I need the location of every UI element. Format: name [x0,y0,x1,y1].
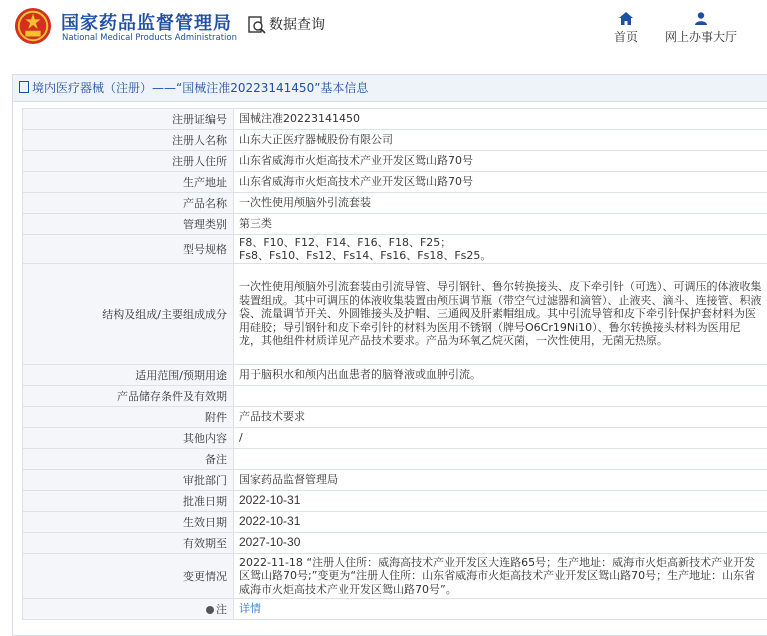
note-value-cell [234,599,767,620]
field-value: 产品技术要求 [234,407,767,428]
field-value: 2027-10-30 [234,533,767,554]
field-value: 2022-11-18 “注册人住所：威海高技术产业开发区大连路65号；生产地址：威海市火炬高新技术产业开发区鸳山路70号;”变更为“注册人住所：山东省威海市火炬高技术产业开发区鸳山路70号；生产地址：山东省威海市火炬高技术产业开发区鸳山路70号”。 [234,554,767,599]
field-label: 注册证编号 [23,109,234,130]
field-value: 国家药品监督管理局 [234,470,767,491]
user-icon [694,12,708,25]
field-value [234,386,767,407]
table-row [23,235,767,264]
magnifier-icon [248,16,266,34]
field-value: 用于脑积水和颅内出血患者的脑脊液或血肿引流。 [234,365,767,386]
table-row [23,428,767,449]
field-label: 生产地址 [23,172,234,193]
table-row [23,386,767,407]
site-header [0,0,767,62]
national-emblem-logo [14,7,52,45]
field-value: F8、F10、F12、F14、F16、F18、F25； Fs8、Fs10、Fs12、Fs14、Fs16、Fs18、Fs25。 [234,235,767,264]
field-label: 变更情况 [23,554,234,599]
field-value: 国械注准20223141450 [234,109,767,130]
field-label: 管理类别 [23,214,234,235]
table-row [23,470,767,491]
field-label: 审批部门 [23,470,234,491]
table-row [23,109,767,130]
nav-online-hall[interactable] [661,12,741,45]
field-value: / [234,428,767,449]
field-value: 山东大正医疗器械股份有限公司 [234,130,767,151]
table-row [23,449,767,470]
field-value: 山东省威海市火炬高技术产业开发区鸳山路70号 [234,151,767,172]
field-label: 生效日期 [23,512,234,533]
field-label: 适用范围/预期用途 [23,365,234,386]
brand-name-cn: 国家药品监督管理局 [61,9,232,35]
table-row [23,193,767,214]
details-link[interactable]: 详情 [239,602,261,615]
table-row [23,172,767,193]
table-row [23,365,767,386]
field-label: 结构及组成/主要组成成分 [23,264,234,365]
breadcrumb-text: 境内医疗器械（注册）——“国械注准20223141450”基本信息 [32,81,368,95]
table-row [23,214,767,235]
field-value: 一次性使用颅脑外引流套装由引流导管、导引钢针、鲁尔转换接头、皮下牵引针（可选）、可调压的体液收集装置组成。其中可调压的体液收集装置由颅压调节瓶（带空气过滤器和滴管）、止液夹、滴斗、连接管、积液袋、流量调节开关、外圆锥接头及护帽、三通阀及肝素帽组成。其中引流导管和皮下牵引针保护套材料为医用硅胶；导引钢针和皮下牵引针的材料为医用不锈钢（牌号O6Cr19Ni10）、鲁尔转换接头材料为医用尼龙，其他组件材质详见产品技术要求。产品为环氧乙烷灭菌，一次性使用，无菌无热原。 [234,264,767,365]
field-label: 批准日期 [23,491,234,512]
nav-hall-label: 网上办事大厅 [665,30,737,44]
globe-icon [206,606,214,614]
field-label: 注册人名称 [23,130,234,151]
field-label: 产品储存条件及有效期 [23,386,234,407]
home-icon [619,12,633,25]
table-row [23,533,767,554]
field-value [234,449,767,470]
table-row [23,407,767,428]
document-icon [19,81,29,93]
field-value: 一次性使用颅脑外引流套装 [234,193,767,214]
field-value: 2022-10-31 [234,491,767,512]
field-label: 备注 [23,449,234,470]
field-label: 附件 [23,407,234,428]
field-value: 2022-10-31 [234,512,767,533]
field-label: 有效期至 [23,533,234,554]
note-label-cell [23,599,234,620]
nav-home-label: 首页 [614,30,638,44]
detail-table [22,108,767,620]
table-row [23,264,767,365]
table-row-note [23,599,767,620]
breadcrumb [13,75,767,102]
detail-panel [12,74,767,636]
table-row [23,151,767,172]
field-label: 产品名称 [23,193,234,214]
field-label: 型号规格 [23,235,234,264]
field-value: 山东省威海市火炬高技术产业开发区鸳山路70号 [234,172,767,193]
nav-home[interactable] [611,12,641,45]
data-query-label: 数据查询 [269,17,325,33]
brand-name-en: National Medical Products Administration [62,33,237,43]
field-value: 第三类 [234,214,767,235]
table-row [23,554,767,599]
field-label: 注册人住所 [23,151,234,172]
table-row [23,491,767,512]
table-row [23,512,767,533]
note-label: 注 [216,603,227,616]
table-row [23,130,767,151]
field-label: 其他内容 [23,428,234,449]
data-query-link[interactable] [248,14,325,34]
